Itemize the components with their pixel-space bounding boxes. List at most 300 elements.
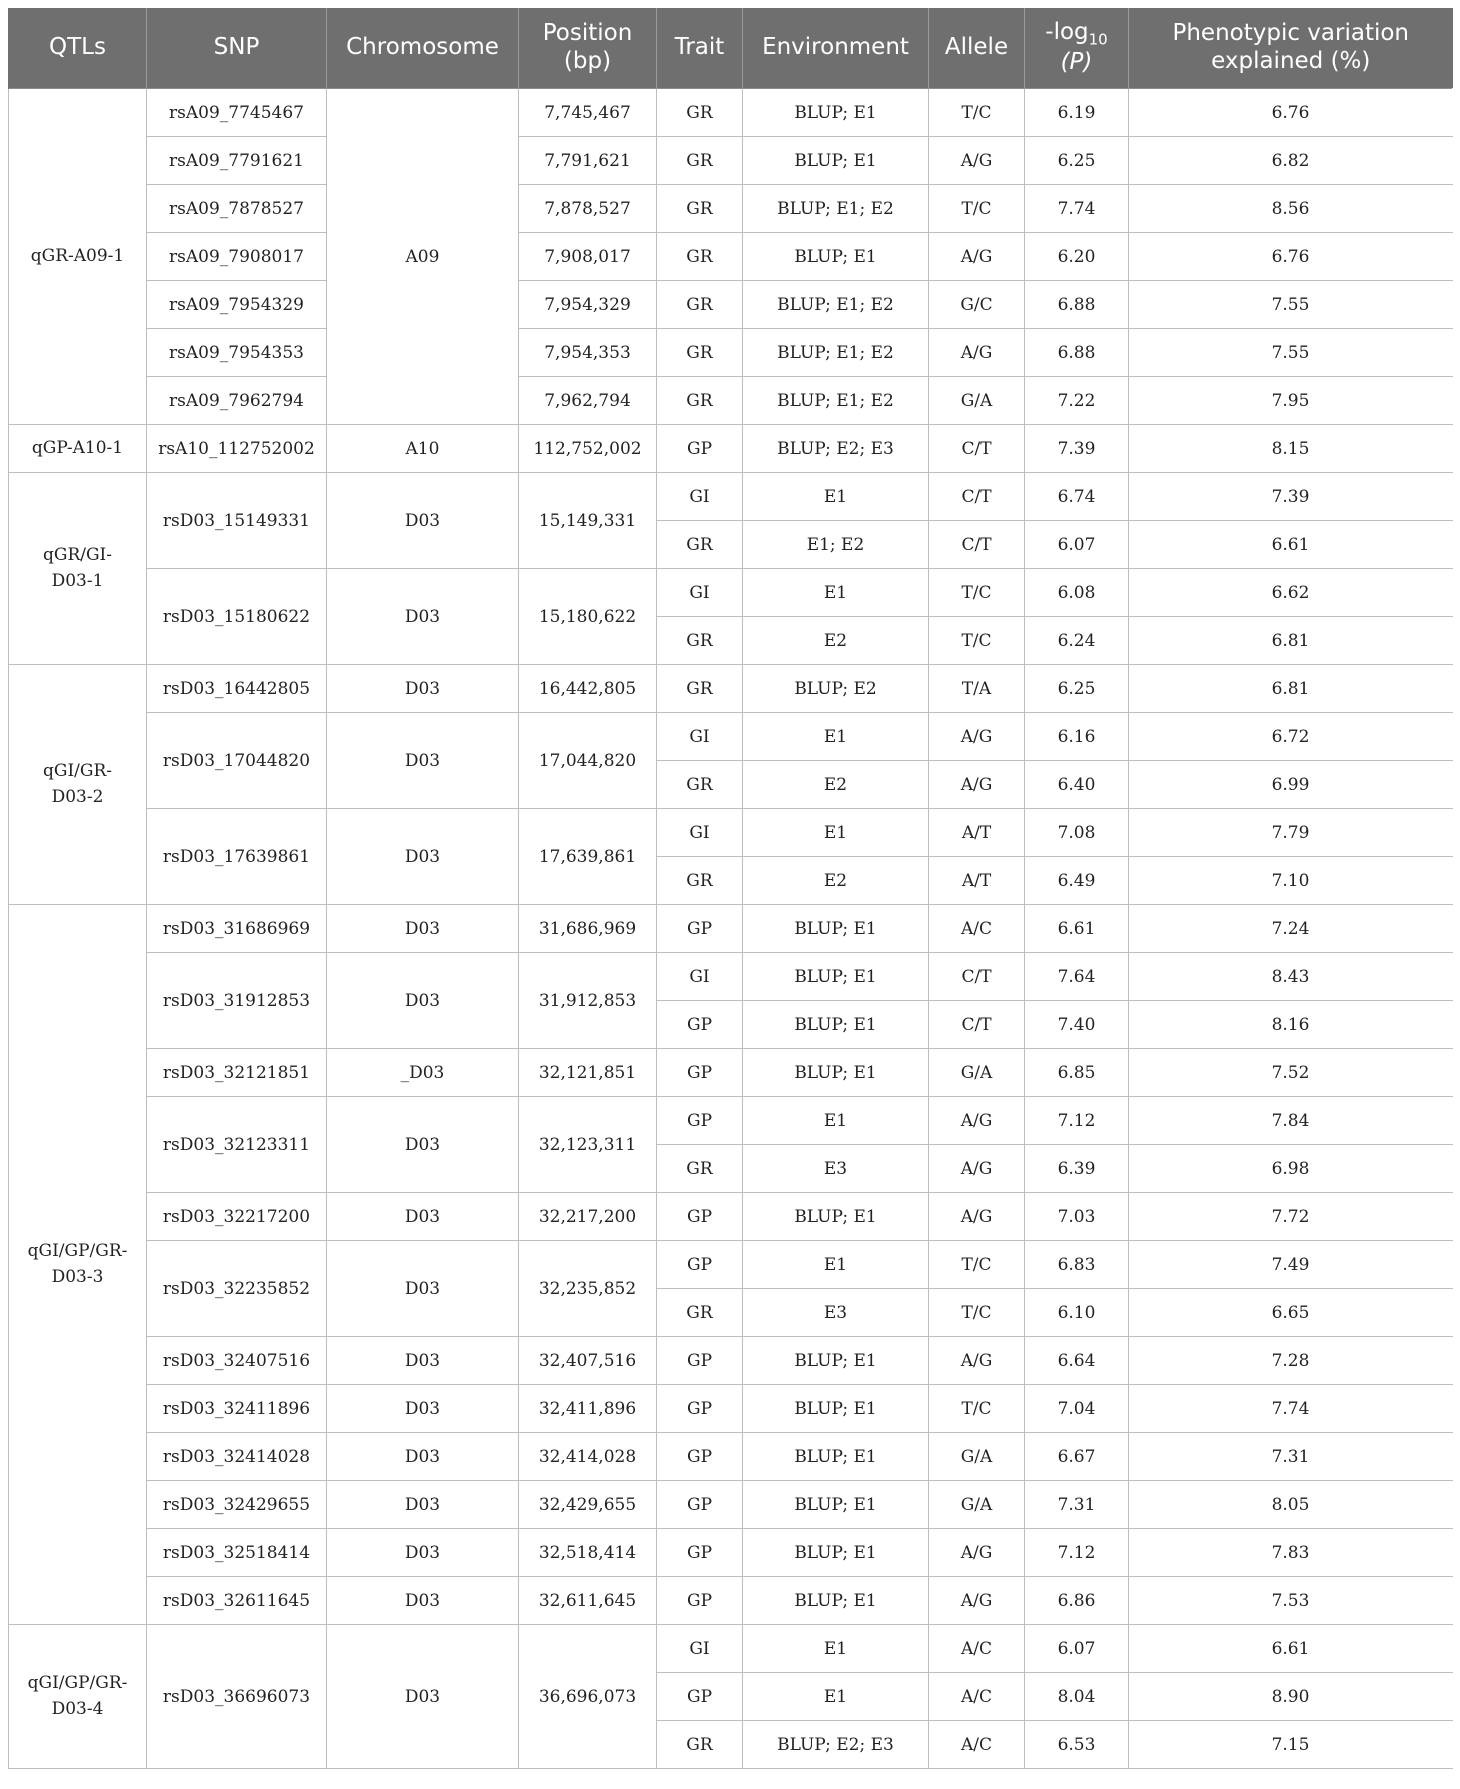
logp-cell: 6.08 (1025, 569, 1129, 617)
qtl-name: qGR-A09-1 (30, 245, 125, 266)
allele-cell: T/C (929, 617, 1025, 665)
position-cell: 7,954,329 (519, 281, 657, 329)
snp-cell: rsA09_7954353 (147, 329, 327, 377)
position-cell: 32,121,851 (519, 1049, 657, 1097)
logp-cell: 6.07 (1025, 521, 1129, 569)
qtl-name-line2: D03-3 (51, 1266, 104, 1287)
chromosome-cell: D03 (327, 713, 519, 809)
pve-cell: 6.82 (1129, 137, 1453, 185)
table-row (9, 1625, 1453, 1673)
allele-cell: A/C (929, 905, 1025, 953)
allele-cell: C/T (929, 953, 1025, 1001)
position-cell: 15,149,331 (519, 473, 657, 569)
allele-cell: A/G (929, 761, 1025, 809)
table-header (9, 8, 1453, 89)
header-position-line2: (bp) (563, 48, 612, 74)
snp-cell: rsD03_32429655 (147, 1481, 327, 1529)
allele-cell: G/A (929, 377, 1025, 425)
qtl-cell (9, 425, 147, 473)
table-row (9, 425, 1453, 473)
snp-cell: rsA09_7954329 (147, 281, 327, 329)
pve-cell: 6.72 (1129, 713, 1453, 761)
trait-cell: GR (657, 89, 743, 137)
environment-cell: BLUP; E2 (743, 665, 929, 713)
environment-cell: BLUP; E1; E2 (743, 281, 929, 329)
trait-cell: GR (657, 1721, 743, 1769)
allele-cell: A/G (929, 137, 1025, 185)
pve-cell: 7.79 (1129, 809, 1453, 857)
position-cell: 31,912,853 (519, 953, 657, 1049)
header-pve-line2: explained (%) (1211, 48, 1371, 74)
pve-cell: 7.39 (1129, 473, 1453, 521)
environment-cell: E2 (743, 857, 929, 905)
trait-cell: GP (657, 1481, 743, 1529)
trait-cell: GR (657, 665, 743, 713)
pve-cell: 8.43 (1129, 953, 1453, 1001)
header-log-line2: (P) (1060, 49, 1093, 75)
header-log-p (1025, 8, 1129, 89)
chromosome-cell: D03 (327, 473, 519, 569)
position-cell: 7,908,017 (519, 233, 657, 281)
logp-cell: 6.20 (1025, 233, 1129, 281)
logp-cell: 7.39 (1025, 425, 1129, 473)
allele-cell: C/T (929, 521, 1025, 569)
table-row (9, 1337, 1453, 1385)
position-cell: 32,414,028 (519, 1433, 657, 1481)
trait-cell: GP (657, 1385, 743, 1433)
qtl-cell (9, 905, 147, 1625)
environment-cell: BLUP; E1 (743, 1193, 929, 1241)
position-cell: 32,611,645 (519, 1577, 657, 1625)
allele-cell: A/C (929, 1673, 1025, 1721)
logp-cell: 7.22 (1025, 377, 1129, 425)
table-row (9, 665, 1453, 713)
allele-cell: C/T (929, 425, 1025, 473)
allele-cell: T/C (929, 569, 1025, 617)
snp-cell: rsD03_32518414 (147, 1529, 327, 1577)
environment-cell: BLUP; E1 (743, 1049, 929, 1097)
environment-cell: E3 (743, 1289, 929, 1337)
snp-cell: rsD03_15149331 (147, 473, 327, 569)
qtl-name-line2: D03-1 (51, 570, 104, 591)
chromosome-cell: A09 (327, 89, 519, 425)
trait-cell: GI (657, 1625, 743, 1673)
logp-cell: 6.25 (1025, 665, 1129, 713)
logp-cell: 6.64 (1025, 1337, 1129, 1385)
table-row (9, 233, 1453, 281)
pve-cell: 6.76 (1129, 89, 1453, 137)
header-allele-label: Allele (944, 34, 1009, 61)
environment-cell: E1 (743, 713, 929, 761)
pve-cell: 8.15 (1129, 425, 1453, 473)
snp-cell: rsD03_32414028 (147, 1433, 327, 1481)
environment-cell: E1 (743, 569, 929, 617)
header-row (9, 8, 1453, 89)
qtl-name-line1: qGI/GR- (42, 761, 113, 781)
position-cell: 32,235,852 (519, 1241, 657, 1337)
environment-cell: BLUP; E1 (743, 1385, 929, 1433)
table-row (9, 89, 1453, 137)
pve-cell: 7.95 (1129, 377, 1453, 425)
pve-cell: 7.74 (1129, 1385, 1453, 1433)
trait-cell: GP (657, 1577, 743, 1625)
header-position (519, 8, 657, 89)
logp-cell: 6.16 (1025, 713, 1129, 761)
trait-cell: GI (657, 473, 743, 521)
snp-cell: rsA09_7878527 (147, 185, 327, 233)
chromosome-cell: D03 (327, 1097, 519, 1193)
trait-cell: GI (657, 809, 743, 857)
environment-cell: BLUP; E1 (743, 1577, 929, 1625)
pve-cell: 6.81 (1129, 617, 1453, 665)
allele-cell: C/T (929, 1001, 1025, 1049)
header-snp (147, 8, 327, 89)
trait-cell: GI (657, 953, 743, 1001)
trait-cell: GR (657, 329, 743, 377)
logp-cell: 7.40 (1025, 1001, 1129, 1049)
environment-cell: BLUP; E1 (743, 905, 929, 953)
pve-cell: 6.99 (1129, 761, 1453, 809)
environment-cell: BLUP; E1 (743, 1337, 929, 1385)
qtl-name-line2: D03-4 (51, 1698, 104, 1719)
allele-cell: A/G (929, 1577, 1025, 1625)
trait-cell: GP (657, 1001, 743, 1049)
snp-cell: rsD03_32611645 (147, 1577, 327, 1625)
header-pve-line1: Phenotypic variation (1172, 20, 1410, 47)
position-cell: 7,878,527 (519, 185, 657, 233)
header-environment (743, 8, 929, 89)
pve-cell: 7.15 (1129, 1721, 1453, 1769)
pve-cell: 7.52 (1129, 1049, 1453, 1097)
qtl-cell (9, 473, 147, 665)
snp-cell: rsD03_17044820 (147, 713, 327, 809)
environment-cell: BLUP; E2; E3 (743, 425, 929, 473)
header-log-subscript: 10 (1088, 31, 1108, 49)
table-row (9, 1433, 1453, 1481)
pve-cell: 6.76 (1129, 233, 1453, 281)
pve-cell: 6.81 (1129, 665, 1453, 713)
environment-cell: BLUP; E1; E2 (743, 329, 929, 377)
chromosome-cell: D03 (327, 1241, 519, 1337)
trait-cell: GR (657, 185, 743, 233)
environment-cell: E1; E2 (743, 521, 929, 569)
position-cell: 7,954,353 (519, 329, 657, 377)
pve-cell: 7.55 (1129, 329, 1453, 377)
logp-cell: 8.04 (1025, 1673, 1129, 1721)
snp-cell: rsD03_32123311 (147, 1097, 327, 1193)
position-cell: 7,791,621 (519, 137, 657, 185)
qtl-cell (9, 665, 147, 905)
chromosome-cell: D03 (327, 569, 519, 665)
position-cell: 32,217,200 (519, 1193, 657, 1241)
snp-cell: rsD03_16442805 (147, 665, 327, 713)
trait-cell: GP (657, 905, 743, 953)
environment-cell: BLUP; E1; E2 (743, 185, 929, 233)
snp-cell: rsD03_32217200 (147, 1193, 327, 1241)
chromosome-cell: _D03 (327, 1049, 519, 1097)
allele-cell: A/G (929, 329, 1025, 377)
trait-cell: GP (657, 1673, 743, 1721)
logp-cell: 6.88 (1025, 281, 1129, 329)
table-row (9, 1577, 1453, 1625)
allele-cell: G/A (929, 1049, 1025, 1097)
allele-cell: A/C (929, 1625, 1025, 1673)
trait-cell: GP (657, 1097, 743, 1145)
chromosome-cell: D03 (327, 1193, 519, 1241)
position-cell: 32,123,311 (519, 1097, 657, 1193)
pve-cell: 6.65 (1129, 1289, 1453, 1337)
trait-cell: GP (657, 425, 743, 473)
allele-cell: T/A (929, 665, 1025, 713)
header-snp-label: SNP (213, 34, 260, 61)
position-cell: 36,696,073 (519, 1625, 657, 1769)
chromosome-cell: D03 (327, 665, 519, 713)
chromosome-cell: D03 (327, 1481, 519, 1529)
qtl-name-line1: qGI/GP/GR- (27, 1241, 128, 1261)
table-row (9, 1241, 1453, 1289)
pve-cell: 7.72 (1129, 1193, 1453, 1241)
logp-cell: 6.61 (1025, 905, 1129, 953)
snp-cell: rsD03_17639861 (147, 809, 327, 905)
allele-cell: A/G (929, 1097, 1025, 1145)
position-cell: 15,180,622 (519, 569, 657, 665)
header-allele (929, 8, 1025, 89)
environment-cell: BLUP; E1 (743, 1481, 929, 1529)
logp-cell: 6.49 (1025, 857, 1129, 905)
logp-cell: 6.10 (1025, 1289, 1129, 1337)
logp-cell: 6.74 (1025, 473, 1129, 521)
qtl-cell (9, 1625, 147, 1769)
table-row (9, 1097, 1453, 1145)
trait-cell: GR (657, 761, 743, 809)
qtl-name-line1: qGI/GP/GR- (27, 1673, 128, 1693)
allele-cell: T/C (929, 1385, 1025, 1433)
trait-cell: GR (657, 521, 743, 569)
pve-cell: 7.49 (1129, 1241, 1453, 1289)
snp-cell: rsD03_32411896 (147, 1385, 327, 1433)
logp-cell: 6.85 (1025, 1049, 1129, 1097)
trait-cell: GP (657, 1193, 743, 1241)
chromosome-cell: D03 (327, 953, 519, 1049)
pve-cell: 7.84 (1129, 1097, 1453, 1145)
trait-cell: GP (657, 1433, 743, 1481)
logp-cell: 6.86 (1025, 1577, 1129, 1625)
position-cell: 31,686,969 (519, 905, 657, 953)
environment-cell: E1 (743, 1673, 929, 1721)
qtl-table (8, 8, 1453, 1769)
pve-cell: 6.98 (1129, 1145, 1453, 1193)
pve-cell: 7.53 (1129, 1577, 1453, 1625)
chromosome-cell: D03 (327, 1433, 519, 1481)
environment-cell: BLUP; E1 (743, 1433, 929, 1481)
snp-cell: rsA09_7791621 (147, 137, 327, 185)
header-chromosome-label: Chromosome (346, 34, 499, 61)
allele-cell: A/G (929, 1529, 1025, 1577)
chromosome-cell: D03 (327, 1577, 519, 1625)
environment-cell: E2 (743, 617, 929, 665)
pve-cell: 7.28 (1129, 1337, 1453, 1385)
snp-cell: rsA09_7745467 (147, 89, 327, 137)
table-row (9, 713, 1453, 761)
position-cell: 7,745,467 (519, 89, 657, 137)
snp-cell: rsA09_7908017 (147, 233, 327, 281)
trait-cell: GR (657, 617, 743, 665)
environment-cell: E2 (743, 761, 929, 809)
pve-cell: 7.55 (1129, 281, 1453, 329)
allele-cell: G/A (929, 1481, 1025, 1529)
pve-cell: 6.61 (1129, 521, 1453, 569)
snp-cell: rsD03_32407516 (147, 1337, 327, 1385)
table-row (9, 137, 1453, 185)
table-row (9, 1385, 1453, 1433)
trait-cell: GR (657, 233, 743, 281)
logp-cell: 6.67 (1025, 1433, 1129, 1481)
table-row (9, 905, 1453, 953)
snp-cell: rsA10_112752002 (147, 425, 327, 473)
snp-cell: rsD03_32235852 (147, 1241, 327, 1337)
logp-cell: 6.24 (1025, 617, 1129, 665)
qtl-cell (9, 89, 147, 425)
allele-cell: A/C (929, 1721, 1025, 1769)
chromosome-cell: A10 (327, 425, 519, 473)
pve-cell: 7.83 (1129, 1529, 1453, 1577)
table-body (9, 89, 1453, 1769)
snp-cell: rsD03_36696073 (147, 1625, 327, 1769)
logp-cell: 6.07 (1025, 1625, 1129, 1673)
trait-cell: GI (657, 569, 743, 617)
allele-cell: A/G (929, 1193, 1025, 1241)
allele-cell: A/G (929, 713, 1025, 761)
position-cell: 32,407,516 (519, 1337, 657, 1385)
pve-cell: 8.56 (1129, 185, 1453, 233)
chromosome-cell: D03 (327, 1337, 519, 1385)
environment-cell: E1 (743, 1625, 929, 1673)
logp-cell: 7.64 (1025, 953, 1129, 1001)
trait-cell: GR (657, 377, 743, 425)
environment-cell: BLUP; E1 (743, 137, 929, 185)
environment-cell: E1 (743, 809, 929, 857)
qtl-name-line1: qGR/GI- (42, 545, 113, 565)
chromosome-cell: D03 (327, 905, 519, 953)
chromosome-cell: D03 (327, 1385, 519, 1433)
logp-cell: 7.04 (1025, 1385, 1129, 1433)
header-environment-label: Environment (762, 34, 909, 61)
allele-cell: A/G (929, 233, 1025, 281)
qtl-name: qGP-A10-1 (31, 437, 124, 458)
logp-cell: 7.08 (1025, 809, 1129, 857)
allele-cell: G/C (929, 281, 1025, 329)
environment-cell: BLUP; E1 (743, 1529, 929, 1577)
snp-cell: rsD03_31912853 (147, 953, 327, 1049)
position-cell: 17,044,820 (519, 713, 657, 809)
pve-cell: 8.90 (1129, 1673, 1453, 1721)
table-row (9, 281, 1453, 329)
pve-cell: 7.24 (1129, 905, 1453, 953)
trait-cell: GR (657, 137, 743, 185)
logp-cell: 7.74 (1025, 185, 1129, 233)
table-row (9, 1193, 1453, 1241)
qtl-name-line2: D03-2 (51, 786, 104, 807)
logp-cell: 6.53 (1025, 1721, 1129, 1769)
table-row (9, 809, 1453, 857)
header-qtls-label: QTLs (49, 34, 106, 61)
logp-cell: 6.19 (1025, 89, 1129, 137)
header-trait-label: Trait (674, 34, 725, 61)
logp-cell: 6.25 (1025, 137, 1129, 185)
position-cell: 16,442,805 (519, 665, 657, 713)
allele-cell: A/T (929, 857, 1025, 905)
environment-cell: E1 (743, 1241, 929, 1289)
allele-cell: A/T (929, 809, 1025, 857)
logp-cell: 7.12 (1025, 1097, 1129, 1145)
logp-cell: 6.83 (1025, 1241, 1129, 1289)
position-cell: 112,752,002 (519, 425, 657, 473)
environment-cell: BLUP; E1 (743, 1001, 929, 1049)
position-cell: 32,429,655 (519, 1481, 657, 1529)
allele-cell: A/G (929, 1337, 1025, 1385)
trait-cell: GR (657, 1145, 743, 1193)
snp-cell: rsD03_31686969 (147, 905, 327, 953)
table-row (9, 1529, 1453, 1577)
header-log-prefix: -log (1045, 19, 1089, 46)
environment-cell: BLUP; E1 (743, 953, 929, 1001)
header-position-line1: Position (542, 20, 633, 47)
allele-cell: T/C (929, 185, 1025, 233)
table-row (9, 1481, 1453, 1529)
pve-cell: 6.62 (1129, 569, 1453, 617)
table-row (9, 569, 1453, 617)
environment-cell: BLUP; E1 (743, 89, 929, 137)
header-trait (657, 8, 743, 89)
chromosome-cell: D03 (327, 809, 519, 905)
pve-cell: 7.31 (1129, 1433, 1453, 1481)
allele-cell: C/T (929, 473, 1025, 521)
trait-cell: GR (657, 281, 743, 329)
trait-cell: GR (657, 1289, 743, 1337)
chromosome-cell: D03 (327, 1529, 519, 1577)
pve-cell: 6.61 (1129, 1625, 1453, 1673)
snp-cell: rsA09_7962794 (147, 377, 327, 425)
environment-cell: E1 (743, 1097, 929, 1145)
allele-cell: T/C (929, 89, 1025, 137)
logp-cell: 7.12 (1025, 1529, 1129, 1577)
trait-cell: GP (657, 1529, 743, 1577)
header-qtls (9, 8, 147, 89)
trait-cell: GI (657, 713, 743, 761)
snp-cell: rsD03_32121851 (147, 1049, 327, 1097)
pve-cell: 8.16 (1129, 1001, 1453, 1049)
logp-cell: 6.40 (1025, 761, 1129, 809)
position-cell: 17,639,861 (519, 809, 657, 905)
logp-cell: 6.88 (1025, 329, 1129, 377)
header-pve (1129, 8, 1453, 89)
pve-cell: 7.10 (1129, 857, 1453, 905)
position-cell: 32,411,896 (519, 1385, 657, 1433)
table-row (9, 185, 1453, 233)
logp-cell: 7.03 (1025, 1193, 1129, 1241)
environment-cell: BLUP; E1; E2 (743, 377, 929, 425)
trait-cell: GP (657, 1241, 743, 1289)
table-container (8, 8, 1452, 1769)
allele-cell: T/C (929, 1241, 1025, 1289)
logp-cell: 6.39 (1025, 1145, 1129, 1193)
environment-cell: BLUP; E2; E3 (743, 1721, 929, 1769)
position-cell: 32,518,414 (519, 1529, 657, 1577)
table-row (9, 1049, 1453, 1097)
trait-cell: GR (657, 857, 743, 905)
environment-cell: E1 (743, 473, 929, 521)
position-cell: 7,962,794 (519, 377, 657, 425)
